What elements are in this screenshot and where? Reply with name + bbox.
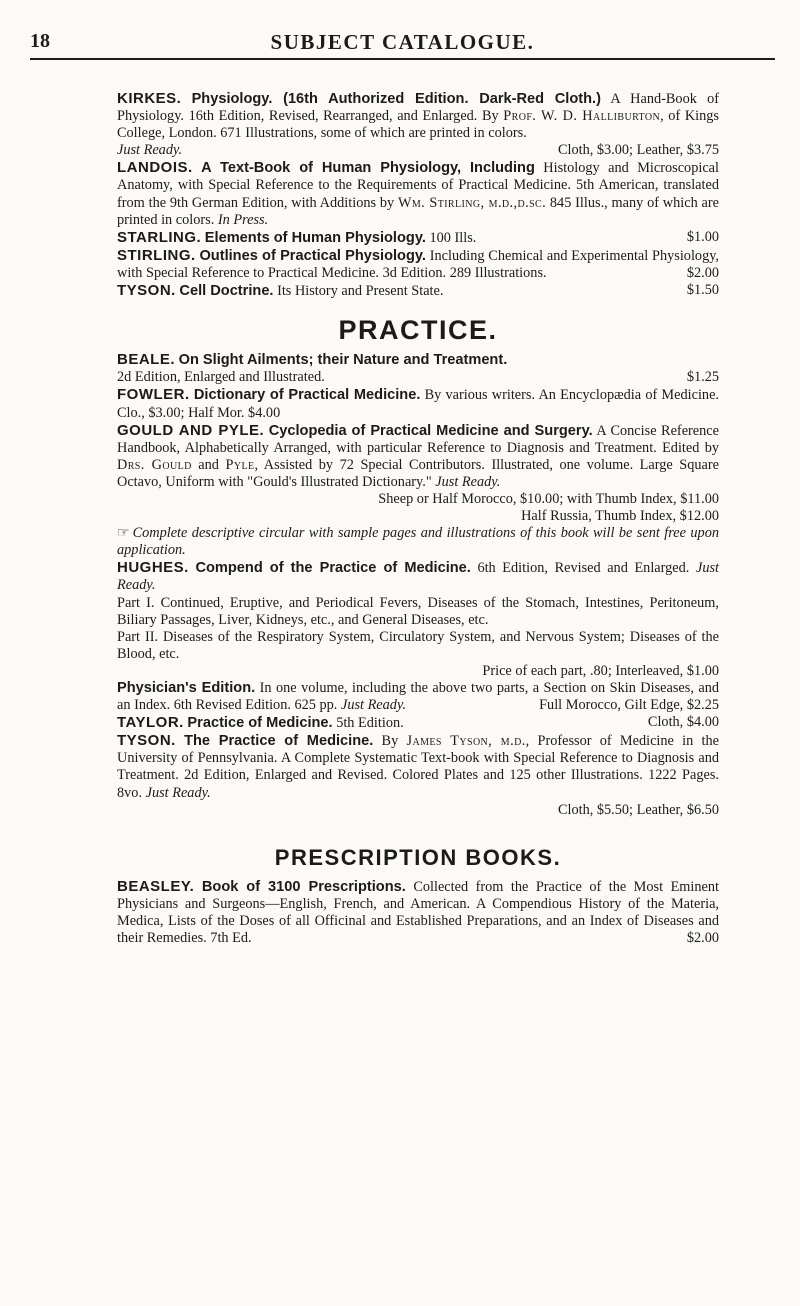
entry-body: 5th Edition.: [336, 715, 404, 732]
section-heading-prescription-books: PRESCRIPTION BOOKS.: [274, 844, 562, 870]
entry-body: A Hand-Book of Physiology. 16th Edition, Revised, Rearranged, and Enlarged. By: [117, 91, 719, 125]
entry-author: Drs. Gould: [117, 456, 192, 473]
running-title: SUBJECT CATALOGUE.: [270, 30, 535, 54]
entry-body: Including Chemical and Experimental Physiology, with Special Reference to Practical Medicine. 3d Edition. 289 Illustrations.: [117, 247, 720, 281]
entry-price: $2.00: [686, 264, 719, 281]
entry-title: A Text-Book of Human Physiology, Including: [201, 160, 535, 177]
catalogue-content: [117, 90, 719, 947]
entry-author: Prof. W. D. Halliburton: [503, 108, 661, 125]
entry-body: In one volume, including the above two parts, a Section on Skin Diseases, and an Index. 6th Revised Edition. 625 pp.: [117, 680, 720, 714]
entry-status: Just Ready.: [145, 784, 211, 801]
entry-price: Cloth, $4.00: [647, 714, 719, 731]
entry-name: STIRLING.: [117, 246, 196, 264]
entry-name: FOWLER.: [117, 386, 190, 404]
entry-beale: [117, 351, 719, 386]
entry-beasley: [117, 878, 719, 947]
entry-hughes: [117, 559, 719, 680]
entry-name: BEASLEY.: [117, 877, 195, 895]
entry-status: Just Ready.: [340, 697, 407, 714]
entry-title: Physiology. (16th Authorized Edition. Dark-Red Cloth.): [191, 91, 601, 107]
entry-status: Just Ready.: [435, 473, 501, 490]
entry-body: By: [381, 733, 399, 750]
entry-gould-pyle: [117, 422, 719, 560]
entry-title: Dictionary of Practical Medicine.: [193, 387, 421, 404]
pointing-hand-icon: ☞: [117, 526, 130, 542]
entry-body: 6th Edition, Revised and Enlarged.: [477, 560, 690, 577]
page-header: [30, 30, 775, 60]
entry-title: Book of 3100 Prescriptions.: [201, 878, 406, 895]
entry-status: Just Ready.: [117, 142, 183, 159]
section-heading-practice: PRACTICE.: [338, 315, 498, 346]
entry-name: LANDOIS.: [117, 159, 193, 177]
entry-name: KIRKES.: [117, 90, 182, 107]
entry-conjunction: and: [191, 456, 226, 473]
entry-price: Full Morocco, Gilt Edge, $2.25: [539, 697, 719, 714]
entry-body-continued: , Professor of Medicine in the University of Pennsylvania. A Complete Systematic Text-book with Special Reference to Diagnosis and Treatment. 2d Edition, Enlarged and Revised. Colored Plates and 125 other Illustrations. 1222 Pages. 8vo.: [117, 733, 719, 801]
entry-price: $1.00: [686, 228, 719, 245]
entry-title: On Slight Ailments; their Nature and Treatment.: [178, 352, 508, 369]
entry-name: STARLING.: [117, 228, 202, 246]
entry-status: In Press.: [217, 211, 269, 228]
entry-author: Wm. Stirling, m.d.,d.sc.: [397, 194, 547, 211]
entry-title: The Practice of Medicine.: [184, 733, 374, 750]
entry-title: Practice of Medicine.: [187, 715, 333, 732]
circular-notice: [117, 525, 719, 559]
entry-price: Price of each part, .80; Interleaved, $1.00: [482, 662, 719, 679]
entry-author: James Tyson, m.d.: [406, 733, 526, 750]
entry-tyson-practice: [117, 732, 719, 818]
entry-title: Outlines of Practical Physiology.: [199, 247, 426, 264]
entry-price: $1.50: [686, 282, 719, 299]
entry-starling: [117, 229, 719, 247]
entry-name: GOULD AND PYLE.: [117, 421, 265, 439]
entry-title: Elements of Human Physiology.: [204, 229, 426, 246]
entry-name: TAYLOR.: [117, 714, 184, 732]
entry-name: TYSON.: [117, 282, 176, 300]
entry-body-continued: , Assisted by 72 Special Contributors. Illustrated, one volume. Large Square Octavo, Uniform with "Gould's Illustrated Dictionary.": [117, 456, 719, 490]
entry-body-continued: 845 Illus., many of which are printed in colors.: [117, 194, 719, 228]
entry-body-continued: , of Kings College, London. 671 Illustrations, some of which are printed in colors.: [117, 108, 719, 142]
entry-title: Cell Doctrine.: [179, 283, 274, 300]
entry-name: HUGHES.: [117, 559, 189, 577]
entry-price: Half Russia, Thumb Index, $12.00: [521, 508, 719, 525]
entry-name: BEALE.: [117, 351, 176, 369]
entry-author: Pyle: [225, 456, 255, 473]
entry-price: Cloth, $5.50; Leather, $6.50: [557, 801, 719, 818]
entry-body: 2d Edition, Enlarged and Illustrated.: [117, 369, 325, 386]
entry-body: By various writers. An Encyclopædia of Medicine. Clo., $3.00; Half Mor. $4.00: [117, 387, 719, 421]
header-rule: [30, 58, 775, 60]
entry-title: Physician's Edition.: [117, 680, 256, 696]
entry-status: Just Ready.: [117, 560, 719, 594]
entry-title: Cyclopedia of Practical Medicine and Surgery.: [268, 422, 593, 439]
entry-tyson-cell: [117, 282, 719, 300]
entry-price: Sheep or Half Morocco, $10.00; with Thumb Index, $11.00: [378, 490, 719, 507]
notice-text: Complete descriptive circular with sample pages and illustrations of this book will be sent free upon application.: [117, 525, 719, 559]
entry-stirling: [117, 247, 719, 282]
entry-price: $1.25: [686, 369, 719, 386]
entry-landois: [117, 159, 719, 228]
entry-name: TYSON.: [117, 732, 176, 750]
entry-body: Its History and Present State.: [277, 283, 444, 300]
entry-body: Collected from the Practice of the Most Eminent Physicians and Surgeons—English, French, and American. A Compendious History of the Materia, Medica, Lists of the Doses of all Officinal and Established Preparations, and an Index of Diseases and their Remedies. 7th Ed.: [117, 878, 720, 947]
entry-price: $2.00: [686, 930, 719, 947]
entry-body: 100 Ills.: [429, 229, 477, 246]
entry-part: Part I. Continued, Eruptive, and Periodical Fevers, Diseases of the Stomach, Intestines, Peritoneum, Biliary Passages, Liver, Kidneys, etc., and General Diseases, etc.: [117, 594, 719, 628]
entry-kirkes: [117, 90, 719, 159]
entry-part: Part II. Diseases of the Respiratory System, Circulatory System, and Nervous System; Diseases of the Blood, etc.: [117, 628, 719, 662]
entry-taylor: [117, 714, 719, 732]
page-number: 18: [30, 30, 50, 52]
entry-body: Histology and Microscopical Anatomy, with Special Reference to the Requirements of Practical Medicine. 5th American, translated from the 9th German Edition, with Additions by: [117, 160, 719, 211]
entry-body: A Concise Reference Handbook, Alphabetically Arranged, with particular Reference to Diagnosis and Treatment. Edited by: [117, 422, 719, 456]
entry-price: Cloth, $3.00; Leather, $3.75: [557, 142, 719, 159]
entry-fowler: [117, 386, 719, 421]
entry-physicians-edition: [117, 680, 719, 714]
entry-title: Compend of the Practice of Medicine.: [195, 560, 471, 577]
